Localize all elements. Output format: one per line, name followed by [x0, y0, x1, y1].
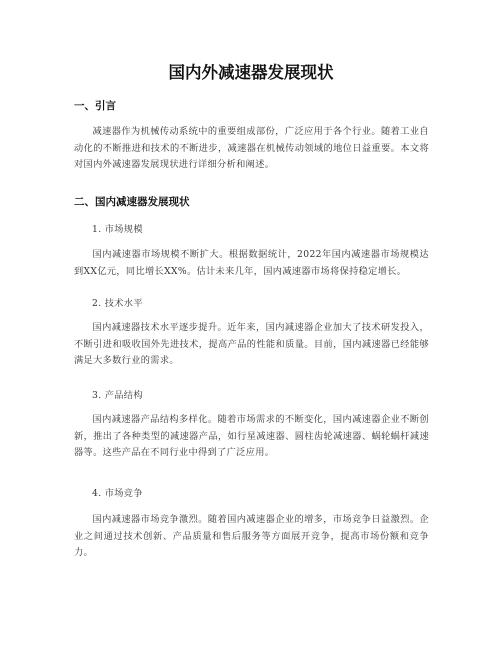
- subsection-label-market-size: 1. 市场规模: [92, 224, 143, 235]
- document-title: 国内外减速器发展现状: [168, 63, 334, 82]
- product-structure-paragraph: 国内减速器产品结构多样化。随着市场需求的不断变化，国内减速器企业不断创新，推出了各种类型的减速器产品，如行星减速器、圆柱齿轮减速器、蜗轮蜗杆减速器等。这些产品在不同行业中得到了广泛应用。: [74, 414, 429, 458]
- subsection-label-product-structure: 3. 产品结构: [92, 390, 143, 401]
- section-heading-introduction: 一、引言: [74, 100, 116, 112]
- market-competition-paragraph: 国内减速器市场竞争激烈。随着国内减速器企业的增多，市场竞争日益激烈。企业之间通过技术创新、产品质量和售后服务等方面展开竞争，提高市场份额和竞争力。: [74, 514, 429, 558]
- section-heading-domestic-status: 二、国内减速器发展现状: [74, 196, 190, 208]
- technology-level-paragraph: 国内减速器技术水平逐步提升。近年来，国内减速器企业加大了技术研发投入，不断引进和吸收国外先进技术，提高产品的性能和质量。目前，国内减速器已经能够满足大多数行业的需求。: [74, 322, 429, 366]
- market-size-paragraph: 国内减速器市场规模不断扩大。根据数据统计，2022年国内减速器市场规模达到XX亿元，同比增长XX%。估计未来几年，国内减速器市场将保持稳定增长。: [74, 249, 429, 277]
- subsection-label-market-competition: 4. 市场竞争: [92, 488, 143, 499]
- introduction-paragraph: 减速器作为机械传动系统中的重要组成部份，广泛应用于各个行业。随着工业自动化的不断推进和技术的不断进步，减速器在机械传动领域的地位日益重要。本文将对国内外减速器发展现状进行详细分析和阐述。: [74, 126, 429, 170]
- subsection-label-technology-level: 2. 技术水平: [92, 298, 143, 309]
